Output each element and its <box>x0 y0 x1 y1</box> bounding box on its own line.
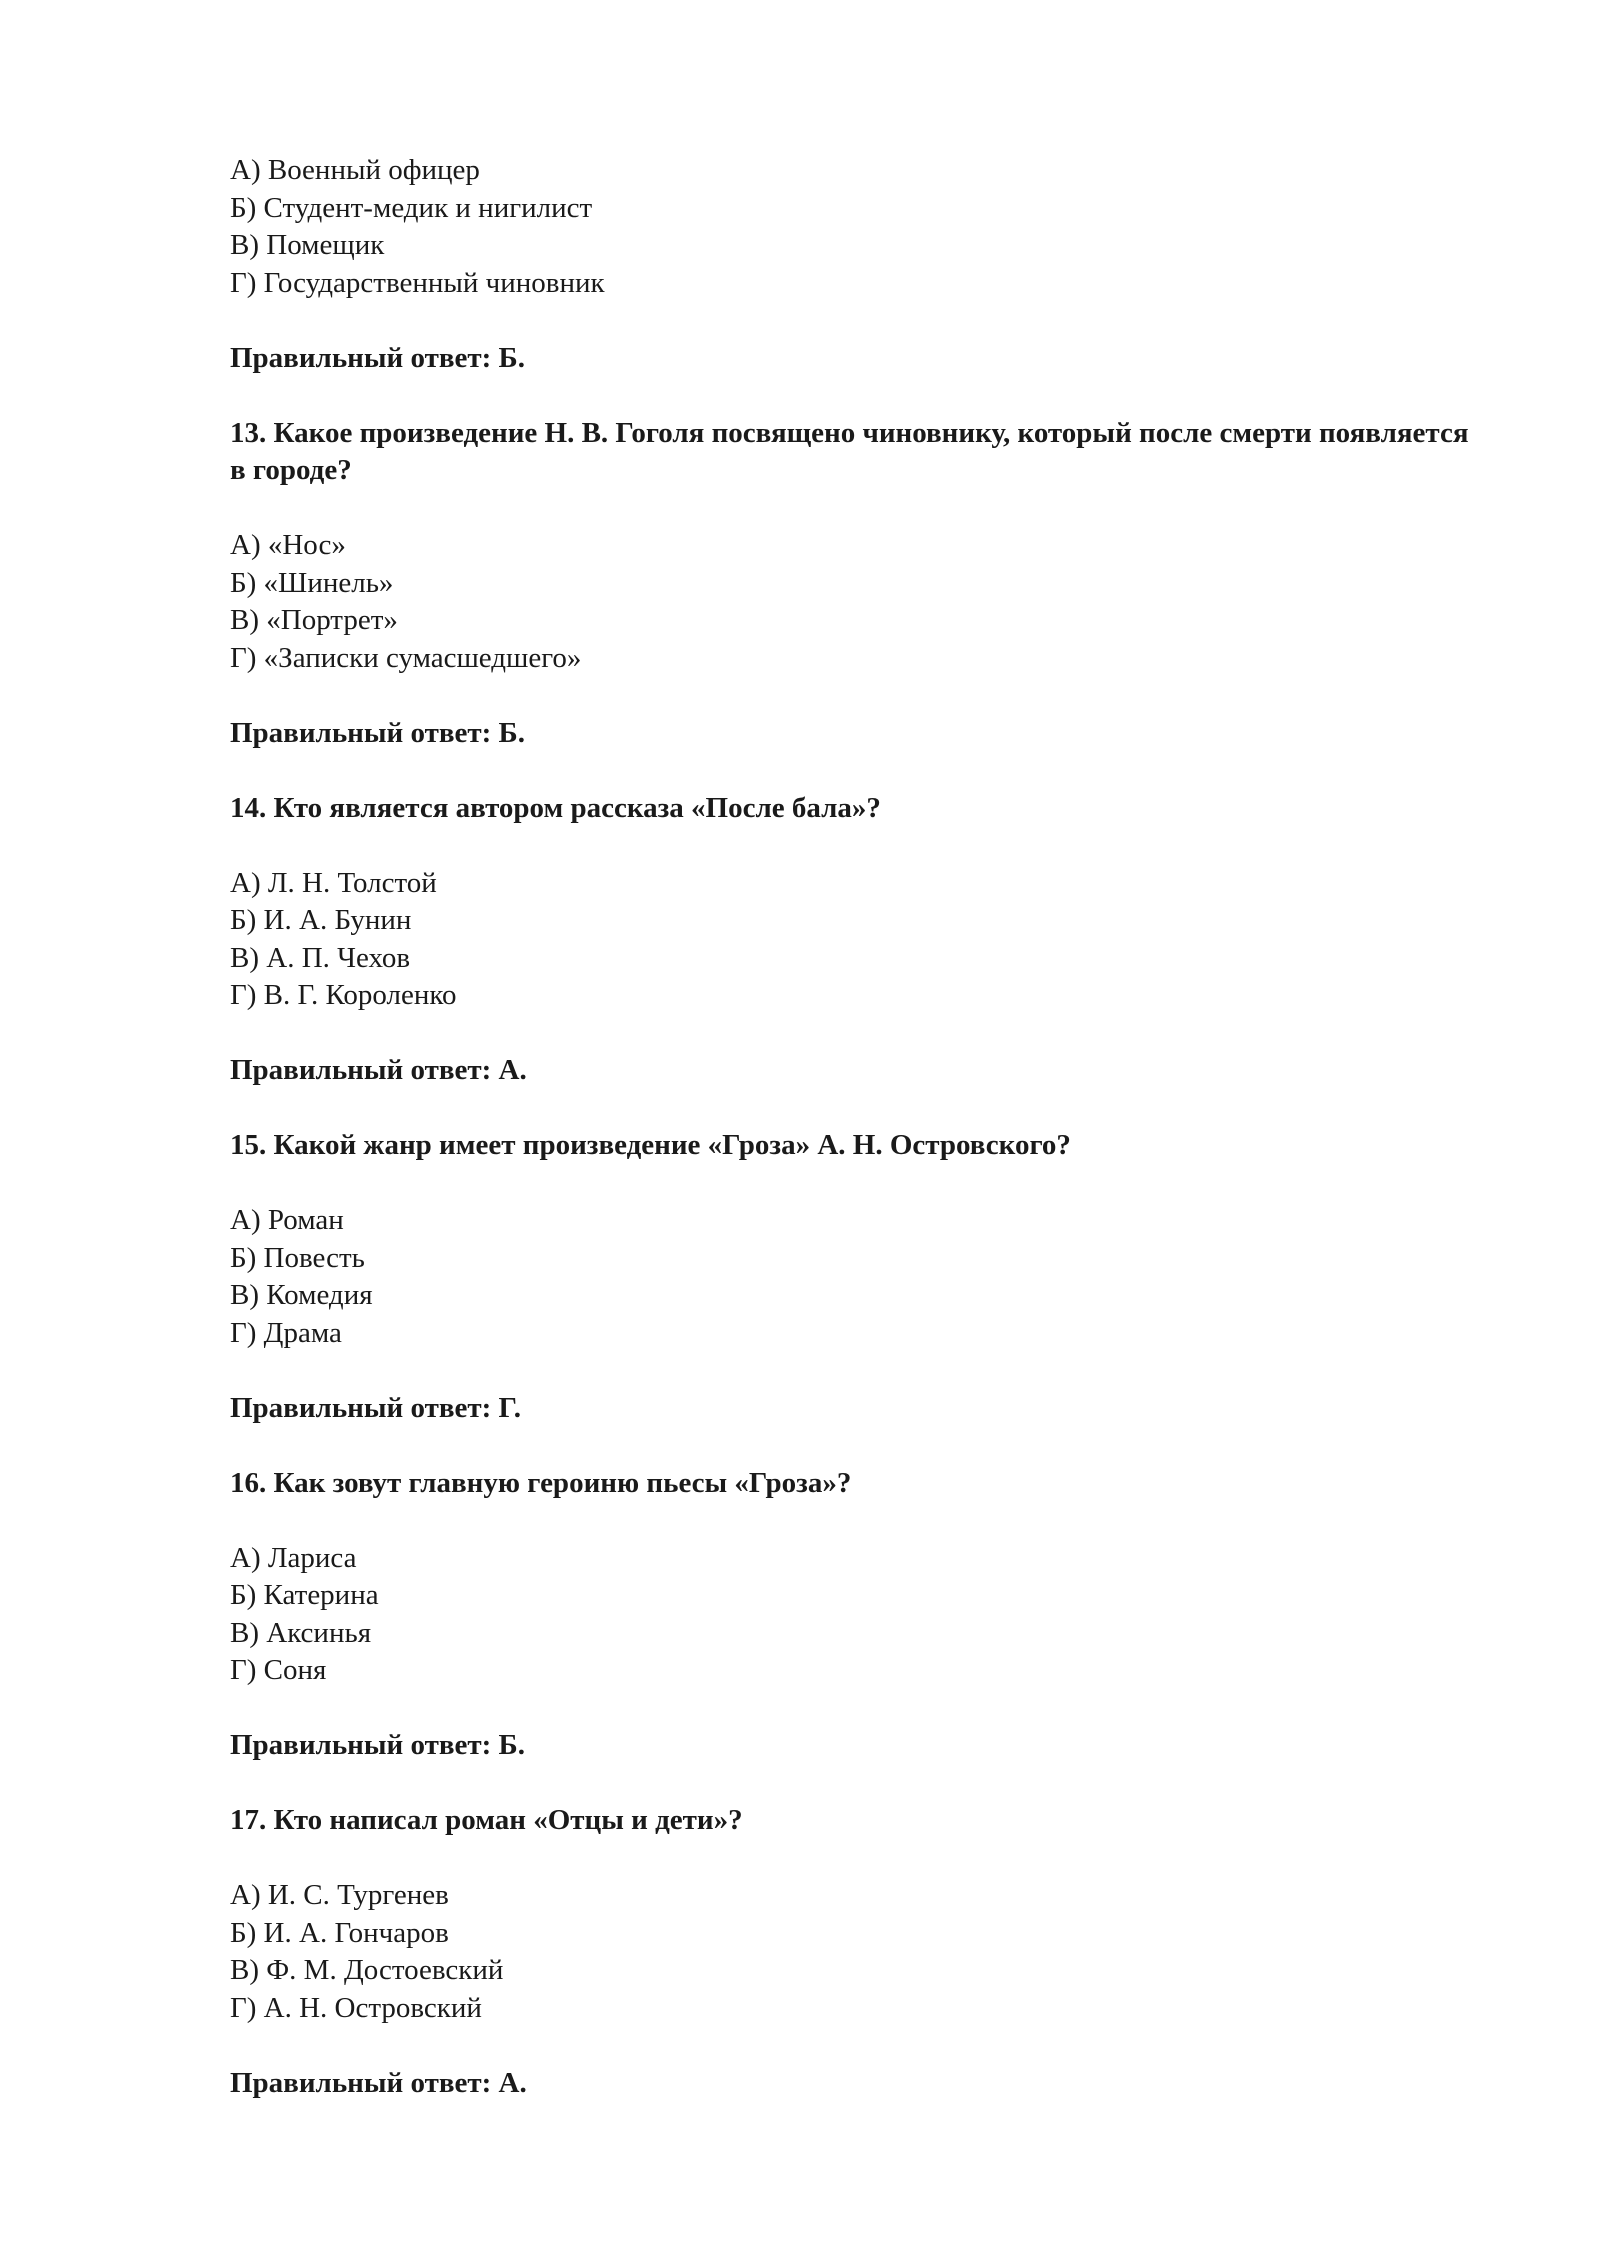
option-a: А) Роман <box>230 1204 344 1236</box>
option-a: А) Л. Н. Толстой <box>230 866 437 899</box>
option-d: Г) А. Н. Островский <box>230 1991 482 2024</box>
question-16-options <box>230 1540 1470 1690</box>
question-16: 16. Как зовут главную героиню пьесы «Гроза»? <box>230 1466 852 1499</box>
answer-14: Правильный ответ: А. <box>230 1054 527 1086</box>
question-13-options <box>230 527 1470 677</box>
question-15-options <box>230 1202 1470 1352</box>
option-b: Б) И. А. Гончаров <box>230 1916 449 1949</box>
option-a: А) Лариса <box>230 1541 357 1574</box>
option-c: В) Аксинья <box>230 1616 372 1649</box>
option-b: Б) Катерина <box>230 1579 379 1611</box>
question-14: 14. Кто является автором рассказа «После бала»? <box>230 791 881 824</box>
question-17: 17. Кто написал роман «Отцы и дети»? <box>230 1804 743 1836</box>
answer-15: Правильный ответ: Г. <box>230 1391 521 1424</box>
option-c: В) «Портрет» <box>230 604 398 636</box>
document-page <box>230 152 1476 2102</box>
option-b: Б) Студент-медик и нигилист <box>230 191 593 224</box>
option-a: А) Военный офицер <box>230 154 480 186</box>
answer-12: Правильный ответ: Б. <box>230 341 525 374</box>
answer-16: Правильный ответ: Б. <box>230 1729 525 1761</box>
answer-13: Правильный ответ: Б. <box>230 716 525 749</box>
question-17-options <box>230 1877 1470 2027</box>
option-c: В) Комедия <box>230 1279 373 1311</box>
option-a: А) «Нос» <box>230 529 346 561</box>
option-d: Г) Государственный чиновник <box>230 266 605 299</box>
option-b: Б) «Шинель» <box>230 566 394 599</box>
question-15: 15. Какой жанр имеет произведение «Гроза» А. Н. Островского? <box>230 1129 1071 1161</box>
option-c: В) Ф. М. Достоевский <box>230 1954 504 1986</box>
option-c: В) Помещик <box>230 229 385 261</box>
option-b: Б) Повесть <box>230 1241 365 1274</box>
option-c: В) А. П. Чехов <box>230 941 411 974</box>
answer-17: Правильный ответ: А. <box>230 2066 527 2099</box>
question-14-options <box>230 865 1470 1015</box>
option-a: А) И. С. Тургенев <box>230 1879 449 1911</box>
option-d: Г) Соня <box>230 1654 327 1686</box>
option-d: Г) Драма <box>230 1316 342 1349</box>
option-d: Г) В. Г. Короленко <box>230 979 457 1011</box>
question-12-options <box>230 152 1470 302</box>
option-d: Г) «Записки сумасшедшего» <box>230 641 582 674</box>
question-13: 13. Какое произведение Н. В. Гоголя посвящено чиновнику, который после смерти появляется в городе? <box>230 416 1476 486</box>
option-b: Б) И. А. Бунин <box>230 904 412 936</box>
